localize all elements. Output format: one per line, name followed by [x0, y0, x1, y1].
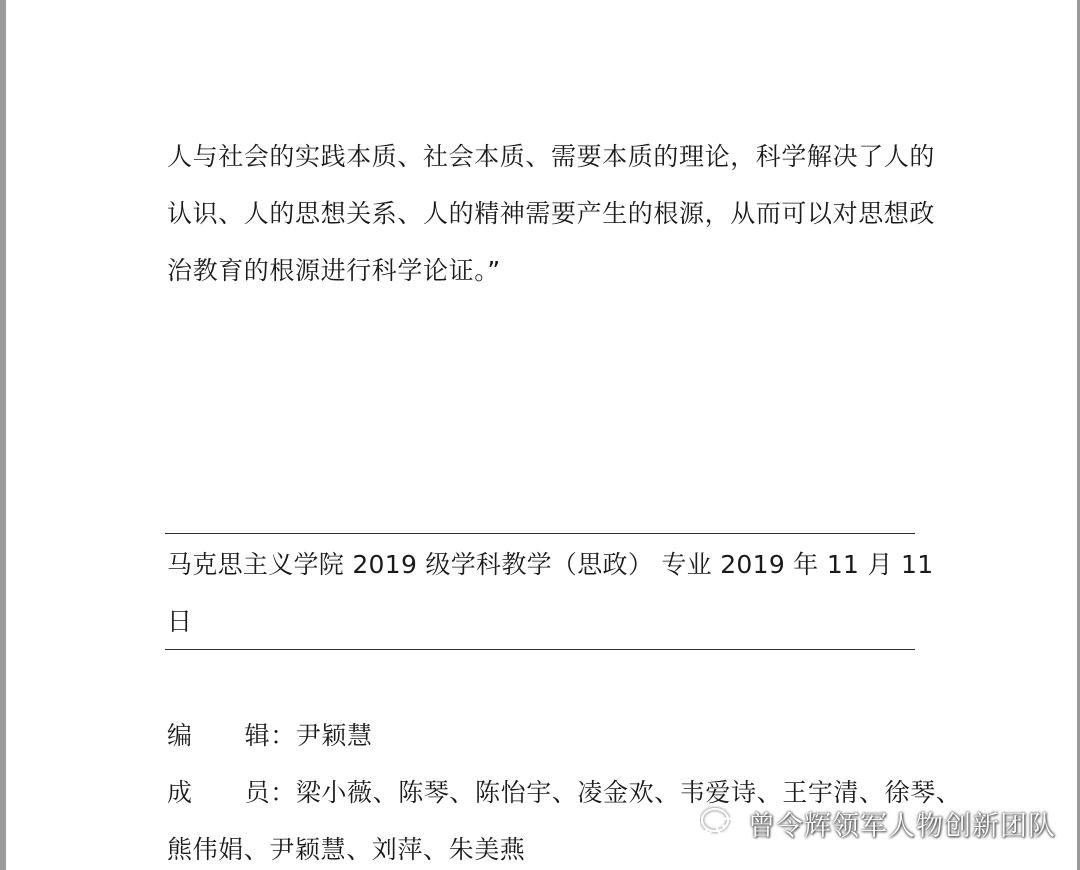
members-names-continued: 熊伟娟、尹颖慧、刘萍、朱美燕: [167, 835, 526, 864]
editor-row: [167, 707, 927, 764]
footer-top-rule: [165, 533, 915, 534]
body-line: 治教育的根源进行科学论证。”: [167, 256, 501, 285]
footer-line: 日: [167, 607, 193, 636]
editor-name: 尹颖慧: [295, 721, 373, 750]
watermark-text: 曾令辉领军人物创新团队: [748, 810, 1056, 842]
body-line: 认识、人的思想关系、人的精神需要产生的根源，从而可以对思想政: [167, 199, 936, 228]
credits-block: [167, 707, 962, 870]
editor-label-second: 辑：: [244, 721, 296, 750]
body-line: 人与社会的实践本质、社会本质、需要本质的理论，科学解决了人的: [167, 142, 936, 171]
body-paragraph: [167, 128, 936, 299]
editor-label-first: 编: [167, 721, 193, 750]
footer-bottom-rule: [165, 649, 915, 650]
wechat-icon: [700, 806, 740, 840]
watermark: [700, 803, 1056, 843]
members-names: 梁小薇、陈琴、陈怡宇、凌金欢、韦爱诗、王宇清、徐琴、: [295, 778, 962, 807]
footer-block: [167, 536, 934, 650]
members-label-second: 员：: [244, 778, 296, 807]
members-label-first: 成: [167, 778, 193, 807]
footer-line: 马克思主义学院 2019 级学科教学（思政） 专业 2019 年 11 月 11: [167, 550, 934, 579]
